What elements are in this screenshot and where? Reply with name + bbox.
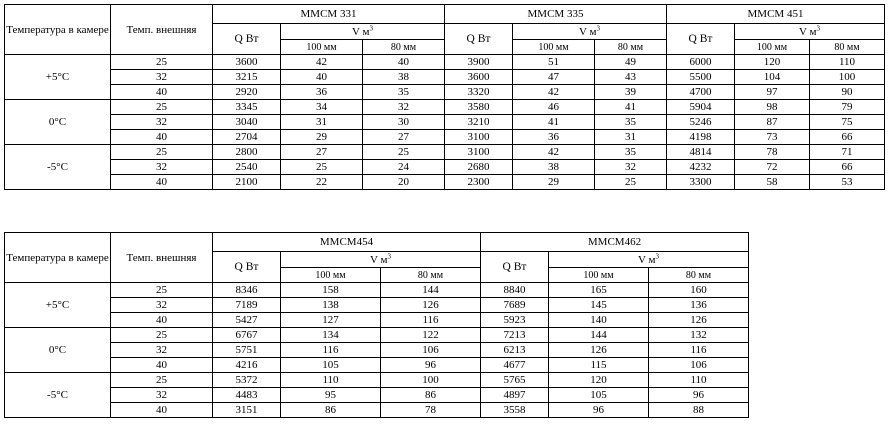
cell-value: 4483 <box>213 388 281 403</box>
header-q-watt: Q Вт <box>667 24 735 55</box>
cell-value: 86 <box>281 403 381 418</box>
cell-value: 2540 <box>213 160 281 175</box>
cell-value: 96 <box>649 388 749 403</box>
cell-value: 106 <box>381 343 481 358</box>
cell-value: 6767 <box>213 328 281 343</box>
cell-value: 66 <box>810 130 885 145</box>
cell-value: 4232 <box>667 160 735 175</box>
cell-value: 110 <box>649 373 749 388</box>
header-q-watt: Q Вт <box>213 24 281 55</box>
cell-value: 2800 <box>213 145 281 160</box>
header-volume-sup: 3 <box>655 251 659 260</box>
cell-value: 115 <box>549 358 649 373</box>
cell-value: 126 <box>381 298 481 313</box>
cell-value: 90 <box>810 85 885 100</box>
cell-value: 3040 <box>213 115 281 130</box>
header-thickness-100: 100 мм <box>281 40 363 55</box>
cell-value: 47 <box>513 70 595 85</box>
cell-value: 7213 <box>481 328 549 343</box>
cell-value: 36 <box>281 85 363 100</box>
table-row <box>5 373 749 388</box>
table-row <box>5 55 885 70</box>
cell-value: 34 <box>281 100 363 115</box>
cell-value: 79 <box>810 100 885 115</box>
header-q-watt: Q Вт <box>481 252 549 283</box>
cell-value: 46 <box>513 100 595 115</box>
header-thickness-80: 80 мм <box>381 268 481 283</box>
cell-value: 104 <box>735 70 810 85</box>
cell-value: 36 <box>513 130 595 145</box>
cell-chamber-temp: +5°C <box>5 55 111 100</box>
cell-value: 87 <box>735 115 810 130</box>
cell-chamber-temp: 0°C <box>5 100 111 145</box>
cell-value: 27 <box>363 130 445 145</box>
cell-value: 32 <box>363 100 445 115</box>
cell-value: 97 <box>735 85 810 100</box>
cell-value: 3345 <box>213 100 281 115</box>
cell-value: 32 <box>595 160 667 175</box>
header-volume <box>735 24 885 40</box>
table-row <box>5 328 749 343</box>
cell-value: 145 <box>549 298 649 313</box>
cell-value: 3215 <box>213 70 281 85</box>
cell-value: 134 <box>281 328 381 343</box>
header-volume <box>513 24 667 40</box>
cell-external-temp: 25 <box>111 283 213 298</box>
header-external-temp: Темп. внешняя <box>111 233 213 283</box>
cell-external-temp: 32 <box>111 115 213 130</box>
cell-value: 20 <box>363 175 445 190</box>
header-volume-label: V м <box>638 253 656 266</box>
cell-value: 5765 <box>481 373 549 388</box>
header-thickness-100: 100 мм <box>549 268 649 283</box>
cell-value: 127 <box>281 313 381 328</box>
cell-value: 3600 <box>445 70 513 85</box>
cell-external-temp: 32 <box>111 160 213 175</box>
cell-value: 35 <box>363 85 445 100</box>
cell-external-temp: 32 <box>111 343 213 358</box>
cell-value: 3900 <box>445 55 513 70</box>
cell-value: 42 <box>513 145 595 160</box>
cell-value: 110 <box>810 55 885 70</box>
cell-value: 49 <box>595 55 667 70</box>
cell-value: 138 <box>281 298 381 313</box>
cell-chamber-temp: 0°C <box>5 328 111 373</box>
cell-value: 122 <box>381 328 481 343</box>
cell-chamber-temp: -5°C <box>5 373 111 418</box>
cell-external-temp: 25 <box>111 373 213 388</box>
header-model: ММСМ 451 <box>667 5 885 24</box>
cell-value: 126 <box>649 313 749 328</box>
cell-value: 96 <box>549 403 649 418</box>
cell-chamber-temp: -5°C <box>5 145 111 190</box>
header-volume-label: V м <box>579 25 597 38</box>
cell-value: 3320 <box>445 85 513 100</box>
cell-value: 96 <box>381 358 481 373</box>
cell-value: 41 <box>513 115 595 130</box>
cell-external-temp: 25 <box>111 145 213 160</box>
cell-value: 116 <box>649 343 749 358</box>
cell-value: 3558 <box>481 403 549 418</box>
header-thickness-80: 80 мм <box>810 40 885 55</box>
cell-value: 120 <box>735 55 810 70</box>
cell-value: 165 <box>549 283 649 298</box>
header-chamber-temp: Температура в камере <box>5 233 111 283</box>
cell-value: 126 <box>549 343 649 358</box>
cell-value: 3151 <box>213 403 281 418</box>
cell-value: 3210 <box>445 115 513 130</box>
cell-value: 100 <box>810 70 885 85</box>
cell-value: 40 <box>363 55 445 70</box>
cell-value: 120 <box>549 373 649 388</box>
header-volume <box>281 24 445 40</box>
cell-external-temp: 40 <box>111 130 213 145</box>
cell-value: 41 <box>595 100 667 115</box>
spec-table-1-container <box>4 4 885 190</box>
cell-value: 4677 <box>481 358 549 373</box>
header-volume <box>549 252 749 268</box>
header-volume-label: V м <box>799 25 817 38</box>
cell-value: 24 <box>363 160 445 175</box>
table-row <box>5 175 885 190</box>
cell-value: 140 <box>549 313 649 328</box>
cell-value: 4814 <box>667 145 735 160</box>
cell-value: 2680 <box>445 160 513 175</box>
cell-value: 29 <box>281 130 363 145</box>
header-thickness-80: 80 мм <box>595 40 667 55</box>
cell-value: 116 <box>381 313 481 328</box>
header-thickness-100: 100 мм <box>513 40 595 55</box>
cell-value: 95 <box>281 388 381 403</box>
cell-value: 35 <box>595 115 667 130</box>
cell-value: 38 <box>513 160 595 175</box>
cell-value: 2704 <box>213 130 281 145</box>
cell-value: 100 <box>381 373 481 388</box>
cell-external-temp: 32 <box>111 388 213 403</box>
cell-value: 86 <box>381 388 481 403</box>
cell-value: 3600 <box>213 55 281 70</box>
header-external-temp: Темп. внешняя <box>111 5 213 55</box>
cell-external-temp: 40 <box>111 403 213 418</box>
cell-value: 7189 <box>213 298 281 313</box>
table-row <box>5 313 749 328</box>
cell-value: 4198 <box>667 130 735 145</box>
cell-value: 144 <box>381 283 481 298</box>
cell-value: 29 <box>513 175 595 190</box>
cell-value: 2920 <box>213 85 281 100</box>
cell-value: 5923 <box>481 313 549 328</box>
cell-external-temp: 40 <box>111 85 213 100</box>
cell-value: 160 <box>649 283 749 298</box>
cell-value: 78 <box>735 145 810 160</box>
cell-value: 5372 <box>213 373 281 388</box>
cell-value: 71 <box>810 145 885 160</box>
header-volume-sup: 3 <box>596 23 600 32</box>
cell-value: 6000 <box>667 55 735 70</box>
table-row <box>5 283 749 298</box>
cell-value: 25 <box>363 145 445 160</box>
cell-value: 38 <box>363 70 445 85</box>
header-row-models <box>5 233 749 252</box>
header-thickness-80: 80 мм <box>649 268 749 283</box>
cell-value: 4216 <box>213 358 281 373</box>
spec-table-1 <box>4 4 885 190</box>
cell-value: 5904 <box>667 100 735 115</box>
spec-table-2-container <box>4 232 749 418</box>
cell-value: 132 <box>649 328 749 343</box>
spec-table-2 <box>4 232 749 418</box>
cell-external-temp: 40 <box>111 358 213 373</box>
cell-value: 27 <box>281 145 363 160</box>
table-row <box>5 70 885 85</box>
cell-value: 78 <box>381 403 481 418</box>
cell-value: 42 <box>281 55 363 70</box>
table-row <box>5 145 885 160</box>
cell-chamber-temp: +5°C <box>5 283 111 328</box>
cell-value: 5427 <box>213 313 281 328</box>
cell-value: 144 <box>549 328 649 343</box>
cell-value: 98 <box>735 100 810 115</box>
header-model: ММСМ462 <box>481 233 749 252</box>
cell-value: 5500 <box>667 70 735 85</box>
cell-value: 22 <box>281 175 363 190</box>
cell-value: 25 <box>281 160 363 175</box>
header-thickness-100: 100 мм <box>281 268 381 283</box>
cell-value: 158 <box>281 283 381 298</box>
table-row <box>5 403 749 418</box>
header-volume-sup: 3 <box>816 23 820 32</box>
cell-value: 5751 <box>213 343 281 358</box>
cell-external-temp: 25 <box>111 100 213 115</box>
table-row <box>5 115 885 130</box>
table-row <box>5 100 885 115</box>
cell-value: 7689 <box>481 298 549 313</box>
cell-value: 51 <box>513 55 595 70</box>
cell-value: 2100 <box>213 175 281 190</box>
cell-value: 3300 <box>667 175 735 190</box>
table-row <box>5 343 749 358</box>
cell-external-temp: 40 <box>111 313 213 328</box>
header-volume-label: V м <box>370 253 388 266</box>
cell-value: 3100 <box>445 145 513 160</box>
cell-value: 8840 <box>481 283 549 298</box>
header-q-watt: Q Вт <box>445 24 513 55</box>
header-thickness-100: 100 мм <box>735 40 810 55</box>
cell-value: 5246 <box>667 115 735 130</box>
cell-value: 31 <box>595 130 667 145</box>
header-model: ММСМ 335 <box>445 5 667 24</box>
cell-value: 75 <box>810 115 885 130</box>
header-q-watt: Q Вт <box>213 252 281 283</box>
cell-external-temp: 40 <box>111 175 213 190</box>
cell-value: 8346 <box>213 283 281 298</box>
cell-value: 88 <box>649 403 749 418</box>
cell-value: 31 <box>281 115 363 130</box>
cell-value: 66 <box>810 160 885 175</box>
table-row <box>5 85 885 100</box>
cell-value: 106 <box>649 358 749 373</box>
cell-external-temp: 25 <box>111 328 213 343</box>
header-chamber-temp: Температура в камере <box>5 5 111 55</box>
header-volume <box>281 252 481 268</box>
cell-value: 136 <box>649 298 749 313</box>
cell-value: 4897 <box>481 388 549 403</box>
cell-value: 42 <box>513 85 595 100</box>
cell-value: 39 <box>595 85 667 100</box>
cell-value: 53 <box>810 175 885 190</box>
table-row <box>5 388 749 403</box>
table-row <box>5 160 885 175</box>
cell-value: 3580 <box>445 100 513 115</box>
header-volume-sup: 3 <box>387 251 391 260</box>
header-model: ММСМ454 <box>213 233 481 252</box>
cell-external-temp: 32 <box>111 70 213 85</box>
cell-value: 116 <box>281 343 381 358</box>
cell-value: 3100 <box>445 130 513 145</box>
table-row <box>5 130 885 145</box>
cell-value: 25 <box>595 175 667 190</box>
header-model: ММСМ 331 <box>213 5 445 24</box>
cell-value: 43 <box>595 70 667 85</box>
header-thickness-80: 80 мм <box>363 40 445 55</box>
cell-value: 2300 <box>445 175 513 190</box>
cell-value: 58 <box>735 175 810 190</box>
header-row-models <box>5 5 885 24</box>
cell-value: 40 <box>281 70 363 85</box>
table-row <box>5 298 749 313</box>
cell-external-temp: 32 <box>111 298 213 313</box>
cell-value: 73 <box>735 130 810 145</box>
header-volume-sup: 3 <box>369 23 373 32</box>
cell-value: 105 <box>281 358 381 373</box>
cell-value: 105 <box>549 388 649 403</box>
header-volume-label: V м <box>352 25 370 38</box>
cell-value: 35 <box>595 145 667 160</box>
cell-value: 110 <box>281 373 381 388</box>
cell-value: 6213 <box>481 343 549 358</box>
cell-value: 30 <box>363 115 445 130</box>
cell-value: 72 <box>735 160 810 175</box>
cell-value: 4700 <box>667 85 735 100</box>
table-row <box>5 358 749 373</box>
cell-external-temp: 25 <box>111 55 213 70</box>
